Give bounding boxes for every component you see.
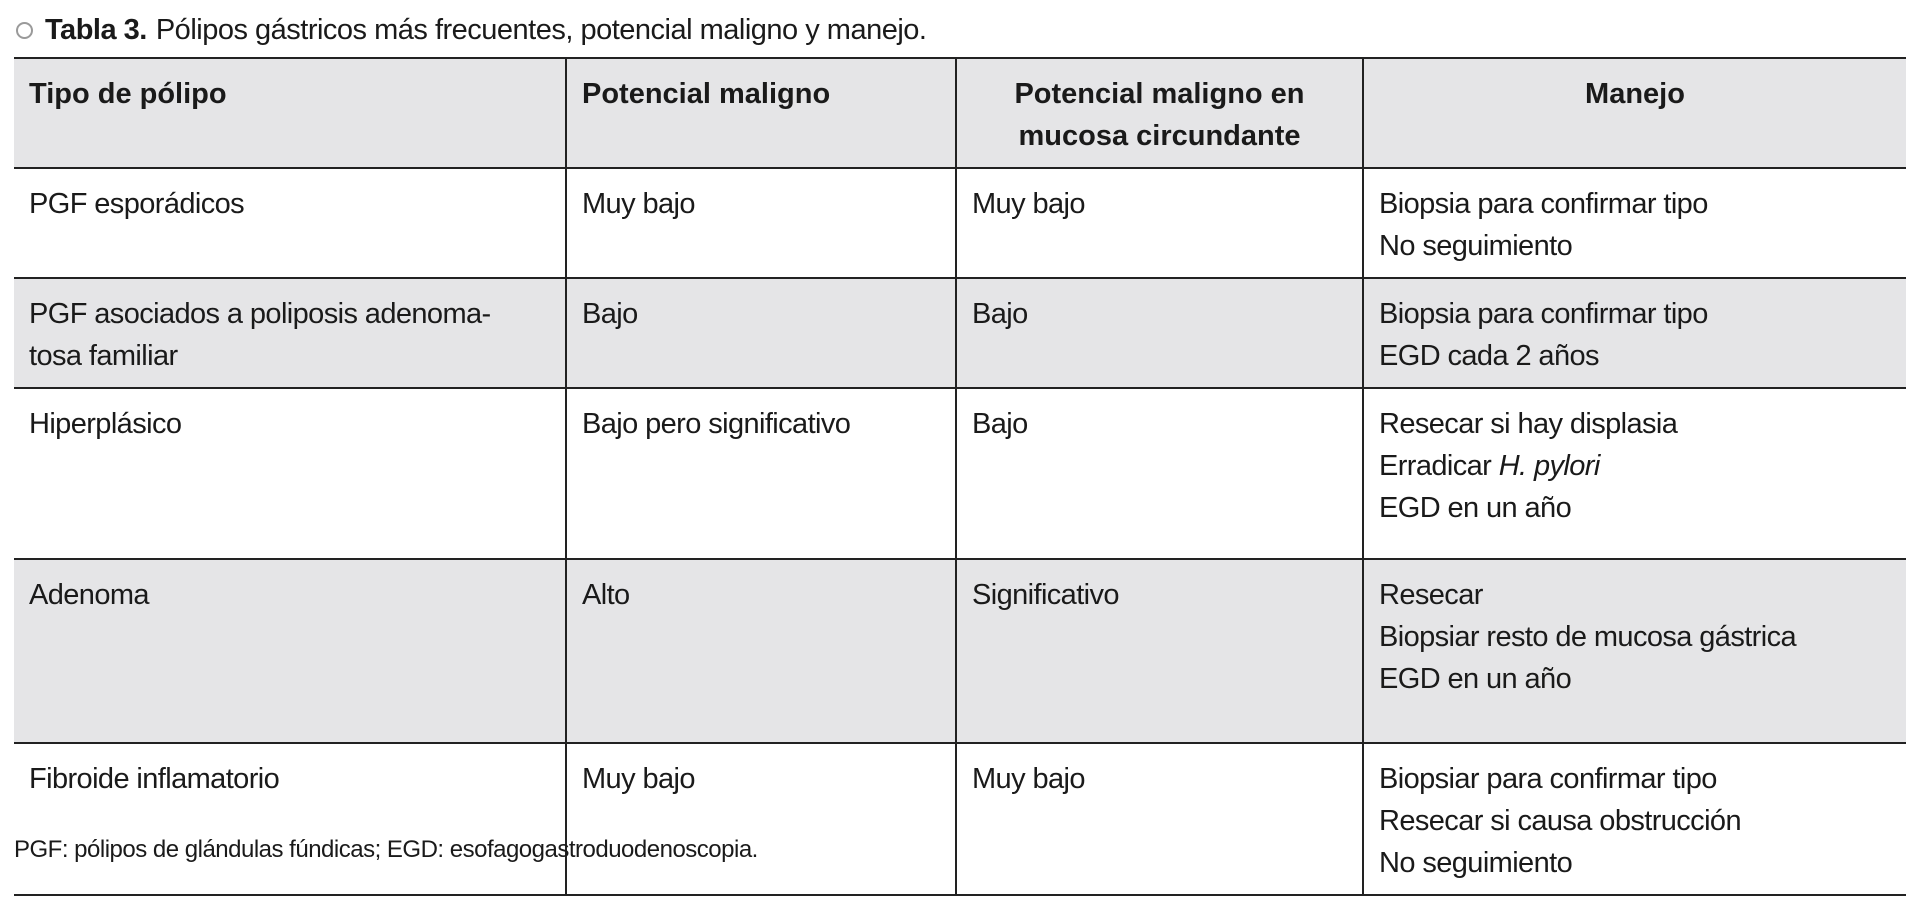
- cell-text: No seguimiento: [1379, 230, 1573, 262]
- cell-tipo: [14, 743, 566, 895]
- cell-mucosa: Muy bajo: [956, 168, 1363, 278]
- table-row: [14, 278, 1906, 388]
- table-caption: [16, 10, 926, 50]
- cell-text: Erradicar: [1379, 450, 1492, 482]
- cell-mucosa: Significativo: [956, 559, 1363, 743]
- cell-text: Biopsiar para confirmar tipo: [1379, 763, 1717, 795]
- cell-manejo: [1363, 559, 1906, 743]
- cell-text: Resecar: [1379, 579, 1483, 611]
- cell-text: Fibroide inflamatorio: [29, 763, 280, 795]
- cell-potencial: Bajo: [566, 278, 956, 388]
- cell-text: PGF asociados a poliposis adenoma-: [29, 298, 491, 330]
- cell-text: Adenoma: [29, 579, 149, 611]
- table-row: [14, 559, 1906, 743]
- cell-manejo: [1363, 743, 1906, 895]
- cell-manejo: [1363, 388, 1906, 559]
- header-mucosa: Potencial maligno en mucosa circundante: [956, 58, 1363, 168]
- cell-mucosa: Muy bajo: [956, 743, 1363, 895]
- circle-outline-icon: [16, 22, 33, 39]
- cell-text-mixed: [1379, 445, 1891, 487]
- cell-text: Biopsia para confirmar tipo: [1379, 188, 1708, 220]
- cell-text: EGD cada 2 años: [1379, 340, 1599, 372]
- cell-text-italic: H. pylori: [1498, 450, 1600, 482]
- caption-text: Pólipos gástricos más frecuentes, potencial maligno y manejo.: [155, 13, 927, 46]
- cell-text: PGF esporádicos: [29, 188, 245, 220]
- header-tipo: Tipo de pólipo: [29, 78, 227, 110]
- cell-text: No seguimiento: [1379, 847, 1573, 879]
- table-row: [14, 388, 1906, 559]
- cell-text: Biopsia para confirmar tipo: [1379, 298, 1708, 330]
- cell-potencial: Alto: [566, 559, 956, 743]
- cell-potencial: Muy bajo: [566, 168, 956, 278]
- table-row: [14, 743, 1906, 895]
- cell-manejo: [1363, 168, 1906, 278]
- cell-text: tosa familiar: [29, 340, 178, 372]
- cell-text: Biopsiar resto de mucosa gástrica: [1379, 621, 1797, 653]
- cell-text: EGD en un año: [1379, 492, 1572, 524]
- table-footnote: PGF: pólipos de glándulas fúndicas; EGD: esofagogastroduodenoscopia.: [14, 836, 758, 863]
- cell-text: Resecar si hay displasia: [1379, 408, 1678, 440]
- cell-tipo: [14, 168, 566, 278]
- table-header-row: [14, 58, 1906, 168]
- polyps-table: [14, 57, 1906, 896]
- cell-tipo: [14, 388, 566, 559]
- cell-potencial: Muy bajo: [566, 743, 956, 895]
- header-manejo: Manejo: [1363, 58, 1906, 168]
- cell-manejo: [1363, 278, 1906, 388]
- cell-text: EGD en un año: [1379, 663, 1572, 695]
- cell-tipo: [14, 278, 566, 388]
- header-potencial: Potencial maligno: [566, 58, 956, 168]
- caption-label: Tabla 3.: [45, 13, 147, 46]
- cell-mucosa: Bajo: [956, 278, 1363, 388]
- cell-mucosa: Bajo: [956, 388, 1363, 559]
- cell-text: Resecar si causa obstrucción: [1379, 805, 1741, 837]
- table-row: [14, 168, 1906, 278]
- cell-tipo: [14, 559, 566, 743]
- cell-text: Hiperplásico: [29, 408, 182, 440]
- cell-potencial: Bajo pero significativo: [566, 388, 956, 559]
